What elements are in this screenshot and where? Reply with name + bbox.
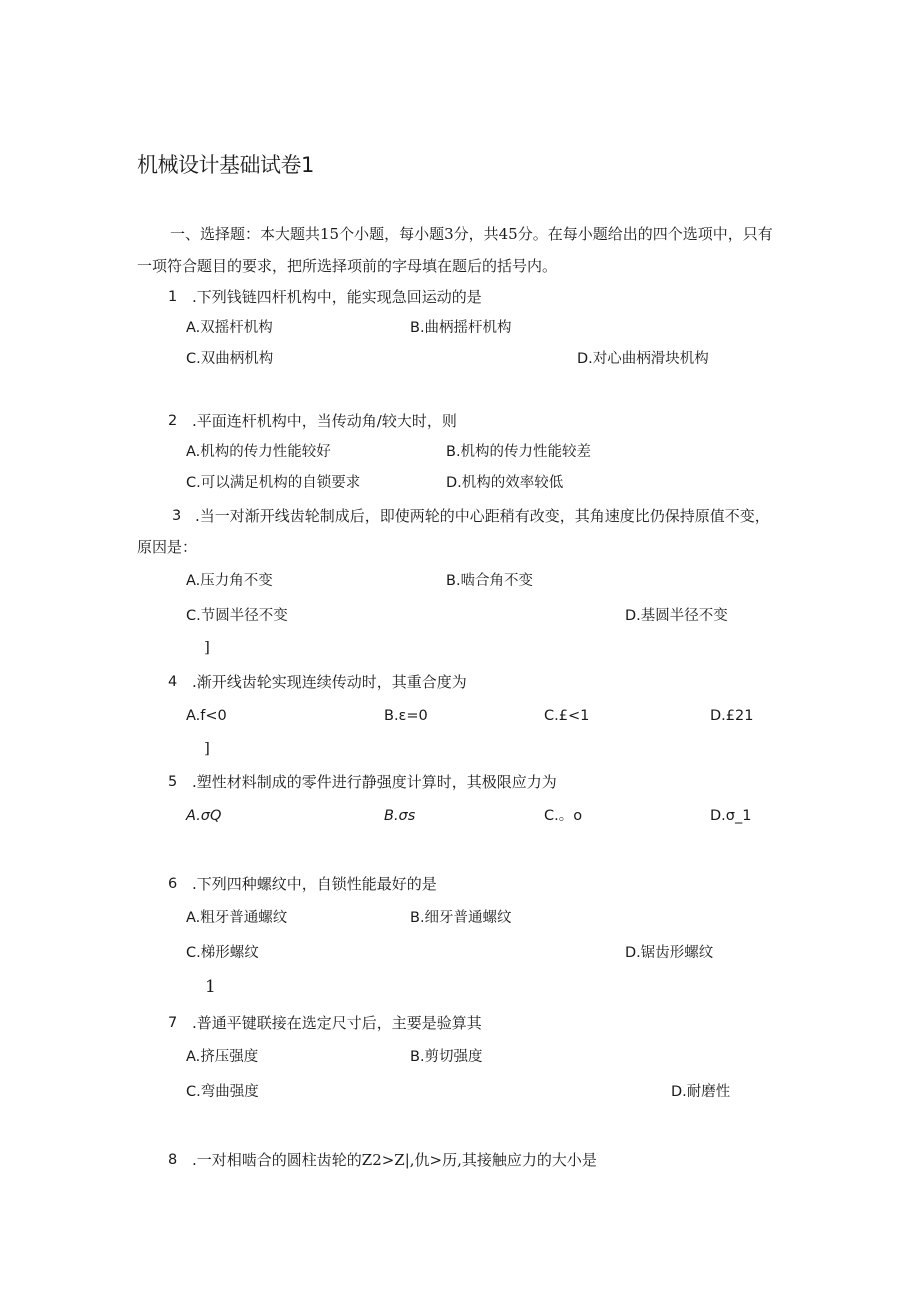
instructions-line-1: 一、选择题：本大题共15个小题，每小题3分，共45分。在每小题给出的四个选项中，只有 (170, 225, 773, 243)
question-1-option-a: A.双摇杆机构 (186, 320, 273, 336)
question-1-option-d: D.对心曲柄滑块机构 (577, 351, 709, 367)
page-title: 机械设计基础试卷1 (137, 153, 314, 177)
question-6-option-c: C.梯形螺纹 (186, 945, 259, 961)
question-1-option-b: B.曲柄摇杆机构 (410, 320, 512, 336)
question-3-option-d: D.基圆半径不变 (625, 608, 728, 624)
question-8-number: 8 (168, 1152, 178, 1168)
question-3-text: .当一对渐开线齿轮制成后，即使两轮的中心距稍有改变，其角速度比仍保持原值不变， (195, 507, 770, 525)
instructions-line-2: 一项符合题目的要求，把所选择项前的字母填在题后的括号内。 (137, 257, 558, 275)
question-5-number: 5 (168, 774, 178, 790)
question-3-option-b: B.啮合角不变 (446, 573, 534, 589)
question-4-option-c: C.£<1 (544, 708, 590, 724)
question-6-text: .下列四种螺纹中，自锁性能最好的是 (192, 875, 437, 893)
question-5-option-b: B.σs (384, 808, 416, 824)
question-5-text: .塑性材料制成的零件进行静强度计算时，其极限应力为 (192, 773, 557, 791)
question-4-option-a: A.f<0 (186, 708, 227, 724)
question-7-option-b: B.剪切强度 (410, 1049, 483, 1065)
question-2-option-c: C.可以满足机构的自锁要求 (186, 475, 361, 491)
question-3-option-c: C.节圆半径不变 (186, 608, 288, 624)
question-3-bracket-mark: ] (204, 638, 210, 656)
question-1-number: 1 (168, 289, 178, 305)
question-7-text: .普通平键联接在选定尺寸后，主要是验算其 (192, 1014, 482, 1032)
question-2-option-d: D.机构的效率较低 (446, 475, 564, 491)
question-3-text-cont: 原因是： (137, 538, 198, 556)
question-2-text: .平面连杆机构中，当传动角/较大时，则 (192, 412, 457, 430)
question-2-option-b: B.机构的传力性能较差 (446, 444, 592, 460)
question-6-option-d: D.锯齿形螺纹 (625, 945, 714, 961)
question-6-option-b: B.细牙普通螺纹 (410, 910, 512, 926)
question-5-option-a: A.σQ (186, 808, 222, 824)
question-6-option-a: A.粗牙普通螺纹 (186, 910, 288, 926)
question-4-option-b: B.ε=0 (384, 708, 428, 724)
question-4-number: 4 (168, 674, 178, 690)
question-7-number: 7 (168, 1015, 178, 1031)
question-1-text: .下列钱链四杆机构中，能实现急回运动的是 (192, 288, 482, 306)
question-6-bracket-mark: 1 (205, 977, 216, 997)
question-7-option-a: A.挤压强度 (186, 1049, 259, 1065)
question-4-text: .渐开线齿轮实现连续传动时，其重合度为 (192, 673, 467, 691)
question-6-number: 6 (168, 876, 178, 892)
question-3-number: 3 (172, 508, 182, 524)
question-4-bracket-mark: ] (204, 739, 210, 757)
question-2-option-a: A.机构的传力性能较好 (186, 444, 331, 460)
question-5-option-d: D.σ_1 (710, 808, 752, 824)
question-7-option-c: C.弯曲强度 (186, 1084, 259, 1100)
question-2-number: 2 (168, 413, 178, 429)
question-4-option-d: D.£21 (710, 708, 754, 724)
question-3-option-a: A.压力角不变 (186, 573, 273, 589)
question-7-option-d: D.耐磨性 (671, 1084, 731, 1100)
question-1-option-c: C.双曲柄机构 (186, 351, 274, 367)
question-8-text: .一对相啮合的圆柱齿轮的Z2>Z|,仇>历,其接触应力的大小是 (192, 1151, 597, 1169)
question-5-option-c: C.。o (544, 808, 583, 824)
